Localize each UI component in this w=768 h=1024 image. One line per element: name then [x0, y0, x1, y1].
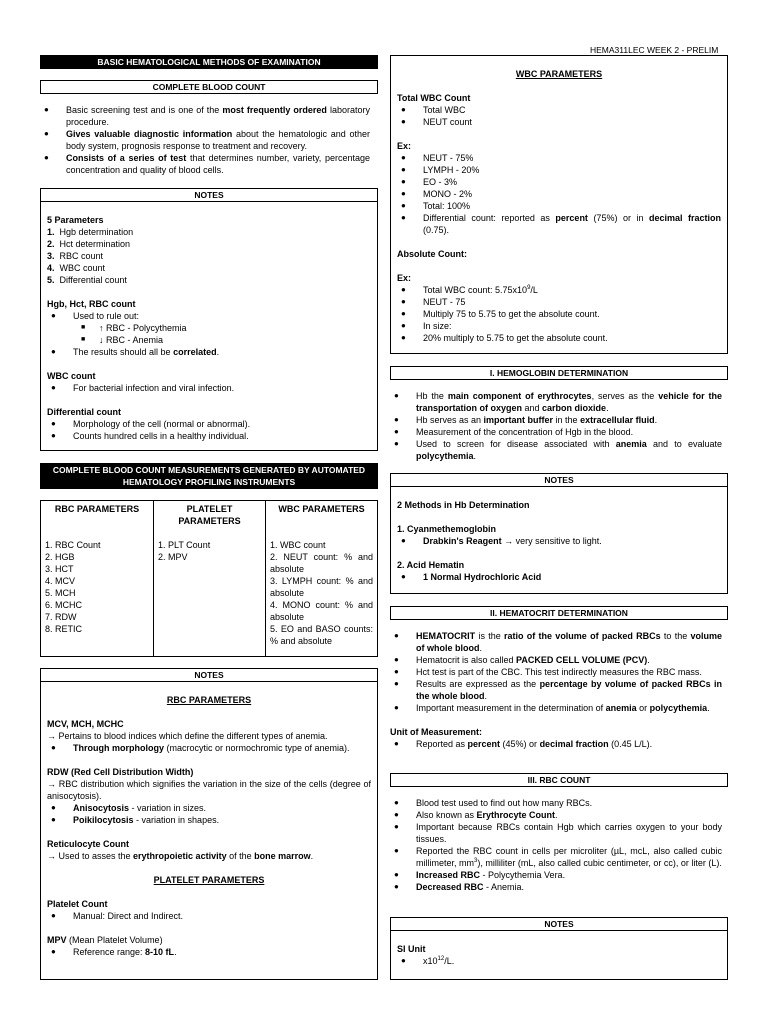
list-item: 1. RBC Count	[45, 540, 101, 550]
list-item: ● $x10^{12}/L$.	[397, 955, 721, 967]
param-item: 2. Hct determination	[47, 239, 131, 249]
rdw-heading: RDW (Red Cell Distribution Width)	[47, 767, 194, 777]
wbc-column-header: WBC PARAMETERS	[278, 504, 365, 514]
rbc-column	[41, 501, 153, 656]
list-item: ● 1 Normal Hydrochloric Acid	[397, 571, 721, 583]
retic-heading: Reticulocyte Count	[47, 839, 130, 849]
list-item: ● Reported the RBC count in cells per microliter (µL, mcL, also called cubic millimeter, $mm^3$), milliliter (mL, also called cubic centimeter, or cc), or liter (L).	[390, 845, 722, 869]
list-item: ● NEUT count	[397, 116, 721, 128]
wbc-heading: WBC count	[47, 371, 96, 381]
cbc-title: COMPLETE BLOOD COUNT	[40, 80, 378, 94]
list-item: ● Morphology of the cell (normal or abnormal).	[47, 418, 371, 430]
param-item: 5. Differential count	[47, 275, 127, 285]
param-item: 1. Hgb determination	[47, 227, 134, 237]
auto-title-line-2: HEMATOLOGY PROFILING INSTRUMENTS	[122, 477, 296, 487]
absolute-count-heading: Absolute Count:	[397, 249, 467, 259]
list-item: 6. MCHC	[45, 600, 83, 610]
rbc-params-heading: RBC PARAMETERS	[166, 695, 252, 705]
list-item: ● LYMPH - 20%	[397, 164, 721, 176]
list-item: 5. EO and BASO counts: % and absolute	[270, 624, 373, 646]
platelet-column	[153, 501, 265, 656]
list-item: ● Used to rule out:	[47, 310, 371, 322]
notes-box-4	[390, 917, 728, 980]
list-item: ● Also known as Erythrocyte Count.	[390, 809, 722, 821]
list-item: ● For bacterial infection and viral infection.	[47, 382, 371, 394]
param-item: 4. WBC count	[47, 263, 106, 273]
list-item: 1. PLT Count	[158, 540, 211, 550]
list-item: 2. MPV	[158, 552, 188, 562]
list-item: ■ ↓ RBC - Anemia	[47, 334, 371, 346]
param-item: 3. RBC count	[47, 251, 104, 261]
ex-heading: Ex:	[397, 273, 412, 283]
list-item: ■ ↑ RBC - Polycythemia	[47, 322, 371, 334]
auto-title-line-1: COMPLETE BLOOD COUNT MEASUREMENTS GENERATED BY AUTOMATED	[52, 465, 366, 475]
ex-heading: Ex:	[397, 141, 412, 151]
list-item: 1. WBC count	[270, 540, 326, 550]
list-item: ● Hb serves as an important buffer in the extracellular fluid.	[390, 414, 722, 426]
list-item: → RBC distribution which signifies the variation in the size of the cells (degree of anisocytosis).	[47, 779, 371, 801]
list-item: ● Manual: Direct and Indirect.	[47, 910, 371, 922]
platelet-params-heading: PLATELET PARAMETERS	[153, 875, 265, 885]
list-item: 2. NEUT count: % and absolute	[270, 552, 373, 574]
list-item: ● Total WBC	[397, 104, 721, 116]
list-item: 7. RDW	[45, 612, 77, 622]
list-item: ● NEUT - 75%	[397, 152, 721, 164]
wbc-column	[265, 501, 377, 656]
list-item: ● Measurement of the concentration of Hgb in the blood.	[390, 426, 722, 438]
si-unit-heading: SI Unit	[397, 944, 426, 954]
cbc-bullet-2: ● Gives valuable diagnostic information about the hematologic and other body system, prognosis response to treatment and recovery.	[40, 128, 370, 152]
mcv-heading: MCV, MCH, MCHC	[47, 719, 124, 729]
params-heading: 5 Parameters	[47, 215, 104, 225]
list-item: ● Important because RBCs contain Hgb which carries oxygen to your body tissues.	[390, 821, 722, 845]
list-item: ● Blood test used to find out how many RBCs.	[390, 797, 722, 809]
list-item: ● Multiply 75 to 5.75 to get the absolute count.	[397, 308, 721, 320]
rbc-column-header: RBC PARAMETERS	[54, 504, 140, 514]
list-item: ● Important measurement in the determination of anemia or polycythemia.	[390, 702, 722, 714]
list-item: ● MONO - 2%	[397, 188, 721, 200]
list-item: 2. HGB	[45, 552, 75, 562]
list-item: ● Hematocrit is also called PACKED CELL VOLUME (PCV).	[390, 654, 722, 666]
list-item: 8. RETIC	[45, 624, 83, 634]
cbc-bullet-3: ● Consists of a series of test that determines number, variety, percentage concentration and quality of blood cells.	[40, 152, 370, 176]
rbc-bullets	[390, 797, 722, 893]
diff-heading: Differential count	[47, 407, 122, 417]
platelet-column-header: PLATELET PARAMETERS	[178, 504, 241, 526]
list-item: ● Hct test is part of the CBC. This test indirectly measures the RBC mass.	[390, 666, 722, 678]
cbc-bullet-1: ● Basic screening test and is one of the most frequently ordered laboratory procedure.	[40, 104, 370, 128]
list-item: ● HEMATOCRIT is the ratio of the volume of packed RBCs to the volume of whole blood.	[390, 630, 722, 654]
list-item: ● Poikilocytosis - variation in shapes.	[47, 814, 371, 826]
unit-heading: Unit of Measurement:	[390, 727, 483, 737]
method-1: 1. Cyanmethemoglobin	[397, 524, 497, 534]
list-item: → Used to asses the erythropoietic activity of the bone marrow.	[47, 851, 314, 861]
hhr-heading: Hgb, Hct, RBC count	[47, 299, 136, 309]
list-item: ● In size:	[397, 320, 721, 332]
notes-title: NOTES	[391, 918, 727, 931]
auto-title	[40, 463, 378, 489]
list-item: ● 20% multiply to 5.75 to get the absolute count.	[397, 332, 721, 344]
cbc-bullets	[40, 104, 370, 176]
list-item: ● Total WBC count: $5.75x10^9/L$	[397, 284, 721, 296]
hgb-bullets	[390, 390, 722, 462]
list-item: → Pertains to blood indices which define the different types of anemia.	[47, 731, 328, 741]
page-header: HEMA311LEC WEEK 2 - PRELIM	[590, 45, 719, 55]
list-item: 3. LYMPH count: % and absolute	[270, 576, 373, 598]
hgb-title: I. HEMOGLOBIN DETERMINATION	[390, 366, 728, 380]
notes-title: NOTES	[391, 474, 727, 487]
list-item: ● NEUT - 75	[397, 296, 721, 308]
list-item: ● Increased RBC - Polycythemia Vera.	[390, 869, 722, 881]
list-item: ● Total: 100%	[397, 200, 721, 212]
list-item: ● Anisocytosis - variation in sizes.	[47, 802, 371, 814]
list-item: ● The results should all be correlated.	[47, 346, 371, 358]
methods-heading: 2 Methods in Hb Determination	[397, 500, 530, 510]
hct-title: II. HEMATOCRIT DETERMINATION	[390, 606, 728, 620]
mpv-heading: MPV (Mean Platelet Volume)	[47, 935, 163, 945]
wbc-params-title: WBC PARAMETERS	[515, 69, 603, 79]
list-item: ● Drabkin's Reagent → very sensitive to light.	[397, 535, 721, 547]
total-wbc-heading: Total WBC Count	[397, 93, 471, 103]
notes-title: NOTES	[41, 189, 377, 202]
list-item: ● Used to screen for disease associated with anemia and to evaluate polycythemia.	[390, 438, 722, 462]
list-item: 3. HCT	[45, 564, 74, 574]
list-item: ● Through morphology (macrocytic or normochromic type of anemia).	[47, 742, 371, 754]
notes-box-1	[40, 188, 378, 451]
notes-box-2	[40, 668, 378, 980]
hct-bullets	[390, 630, 722, 750]
list-item: ● Counts hundred cells in a healthy individual.	[47, 430, 371, 442]
list-item: ● Results are expressed as the percentage by volume of packed RBCs in the whole blood.	[390, 678, 722, 702]
parameters-table	[40, 500, 378, 657]
list-item: ● Decreased RBC - Anemia.	[390, 881, 722, 893]
list-item: 4. MONO count: % and absolute	[270, 600, 373, 622]
platelet-count-heading: Platelet Count	[47, 899, 108, 909]
method-2: 2. Acid Hematin	[397, 560, 465, 570]
notes-title: NOTES	[41, 669, 377, 682]
notes-box-3	[390, 473, 728, 594]
list-item: ● Reported as percent (45%) or decimal fraction (0.45 L/L).	[390, 738, 722, 750]
list-item: 5. MCH	[45, 588, 76, 598]
list-item: ● Hb the main component of erythrocytes, serves as the vehicle for the transportation of oxygen and carbon dioxide.	[390, 390, 722, 414]
list-item: ● EO - 3%	[397, 176, 721, 188]
main-title: BASIC HEMATOLOGICAL METHODS OF EXAMINATION	[40, 55, 378, 69]
list-item: ● Reference range: 8-10 fL.	[47, 946, 371, 958]
rbc-count-title: III. RBC COUNT	[390, 773, 728, 787]
list-item: 4. MCV	[45, 576, 76, 586]
wbc-parameters-box	[390, 55, 728, 354]
list-item: ● Differential count: reported as percent (75%) or in decimal fraction (0.75).	[397, 212, 721, 236]
